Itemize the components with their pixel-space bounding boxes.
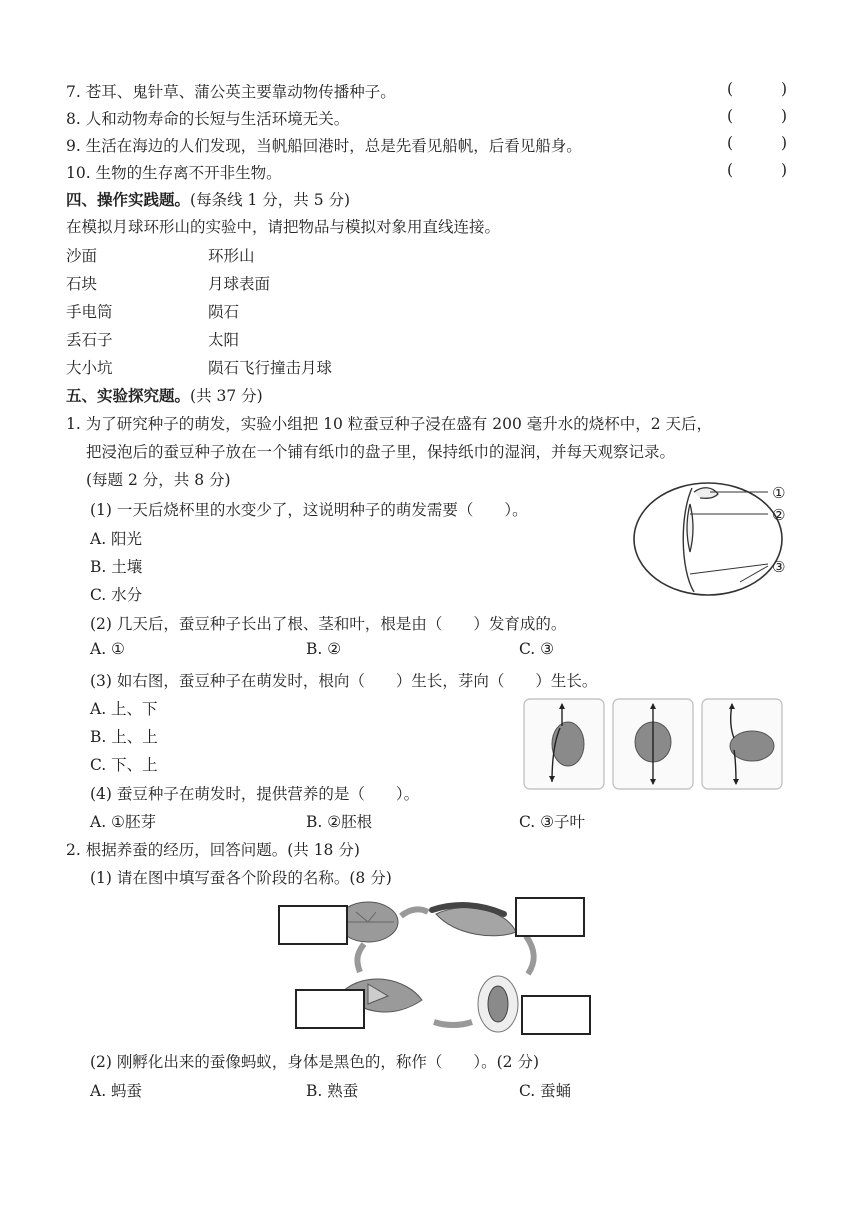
answer-box-moth[interactable] xyxy=(296,990,364,1028)
seed-label-3: ③ xyxy=(772,558,786,576)
match-left-item[interactable]: 丢石子 xyxy=(66,331,113,349)
answer-box-egg[interactable] xyxy=(279,906,347,944)
match-right-item[interactable]: 陨石飞行撞击月球 xyxy=(208,359,333,377)
answer-paren-8[interactable]: ( ) xyxy=(727,107,787,125)
option-a[interactable]: A. 上、下 xyxy=(90,700,158,718)
sub-question-2-2: (2) 刚孵化出来的蚕像蚂蚁，身体是黑色的，称作（ ）。(2 分) xyxy=(90,1053,540,1071)
option-b[interactable]: B. ②胚根 xyxy=(306,813,373,831)
match-right-item[interactable]: 环形山 xyxy=(208,247,255,265)
judge-question-10: 10. 生物的生存离不开非生物。 xyxy=(66,164,282,182)
question-2-stem: 2. 根据养蚕的经历，回答问题。(共 18 分) xyxy=(66,841,360,859)
pupa xyxy=(488,986,508,1022)
arrow-larva-to-pupa xyxy=(526,936,534,974)
match-left-item[interactable]: 石块 xyxy=(66,275,98,293)
judge-question-9: 9. 生活在海边的人们发现，当帆船回港时，总是先看见船帆，后看见船身。 xyxy=(66,137,582,155)
seed-label-1: ① xyxy=(772,484,786,502)
arrow-pupa-to-moth xyxy=(434,1022,472,1025)
section-5-heading: 五、实验探究题。(共 37 分) xyxy=(66,387,263,405)
option-a[interactable]: A. 阳光 xyxy=(90,530,143,548)
option-b[interactable]: B. ② xyxy=(306,640,342,658)
bean-seed-diagram xyxy=(628,474,818,604)
match-left-item[interactable]: 手电筒 xyxy=(66,303,113,321)
answer-box-larva[interactable] xyxy=(516,898,584,936)
arrow-moth-to-egg xyxy=(357,944,364,972)
judge-question-7: 7. 苍耳、鬼针草、蒲公英主要靠动物传播种子。 xyxy=(66,83,396,101)
radicle-shape xyxy=(687,504,693,552)
option-a[interactable]: A. 蚂蚕 xyxy=(90,1082,143,1100)
option-b[interactable]: B. 熟蚕 xyxy=(306,1082,359,1100)
answer-paren-9[interactable]: ( ) xyxy=(727,134,787,152)
option-a[interactable]: A. ①胚芽 xyxy=(90,813,156,831)
silkworm-life-cycle-diagram xyxy=(276,892,596,1042)
arrow-egg-to-larva xyxy=(401,909,428,916)
answer-paren-7[interactable]: ( ) xyxy=(727,80,787,98)
option-c[interactable]: C. 蚕蛹 xyxy=(519,1082,572,1100)
judge-question-8: 8. 人和动物寿命的长短与生活环境无关。 xyxy=(66,110,350,128)
option-b[interactable]: B. 上、上 xyxy=(90,728,158,746)
match-left-item[interactable]: 沙面 xyxy=(66,247,98,265)
sub-question-1-4: (4) 蚕豆种子在萌发时，提供营养的是（ ）。 xyxy=(90,785,420,803)
answer-paren-10[interactable]: ( ) xyxy=(727,161,787,179)
seed-label-2: ② xyxy=(772,506,786,524)
match-left-item[interactable]: 大小坑 xyxy=(66,359,113,377)
option-c[interactable]: C. 下、上 xyxy=(90,756,158,774)
bean-1 xyxy=(552,722,584,766)
question-1-score-note: (每题 2 分，共 8 分) xyxy=(86,471,231,489)
option-a[interactable]: A. ① xyxy=(90,640,125,658)
answer-box-pupa[interactable] xyxy=(522,996,590,1034)
option-c[interactable]: C. 水分 xyxy=(90,586,143,604)
match-right-item[interactable]: 陨石 xyxy=(208,303,240,321)
question-1-line-2: 把浸泡后的蚕豆种子放在一个铺有纸巾的盘子里，保持纸巾的湿润，并每天观察记录。 xyxy=(86,443,676,461)
sub-question-1-2: (2) 几天后，蚕豆种子长出了根、茎和叶，根是由（ ）发育成的。 xyxy=(90,615,567,633)
option-c[interactable]: C. ③子叶 xyxy=(519,813,586,831)
section-4-intro: 在模拟月球环形山的实验中，请把物品与模拟对象用直线连接。 xyxy=(66,218,501,236)
sub-question-1-1: (1) 一天后烧杯里的水变少了，这说明种子的萌发需要（ ）。 xyxy=(90,501,528,519)
sub-question-1-3: (3) 如右图，蚕豆种子在萌发时，根向（ ）生长，芽向（ ）生长。 xyxy=(90,672,598,690)
match-right-item[interactable]: 月球表面 xyxy=(208,275,271,293)
germination-panels xyxy=(522,698,784,790)
section-4-heading: 四、操作实践题。(每条线 1 分，共 5 分) xyxy=(66,191,351,209)
question-1-line-1: 1. 为了研究种子的萌发，实验小组把 10 粒蚕豆种子浸在盛有 200 毫升水的烧杯中，2 天后， xyxy=(66,415,713,433)
option-b[interactable]: B. 土壤 xyxy=(90,558,143,576)
option-c[interactable]: C. ③ xyxy=(519,640,555,658)
bean-3 xyxy=(730,731,774,761)
seed-coat xyxy=(634,483,782,595)
sub-question-2-1: (1) 请在图中填写蚕各个阶段的名称。(8 分) xyxy=(90,869,392,887)
match-right-item[interactable]: 太阳 xyxy=(208,331,240,349)
